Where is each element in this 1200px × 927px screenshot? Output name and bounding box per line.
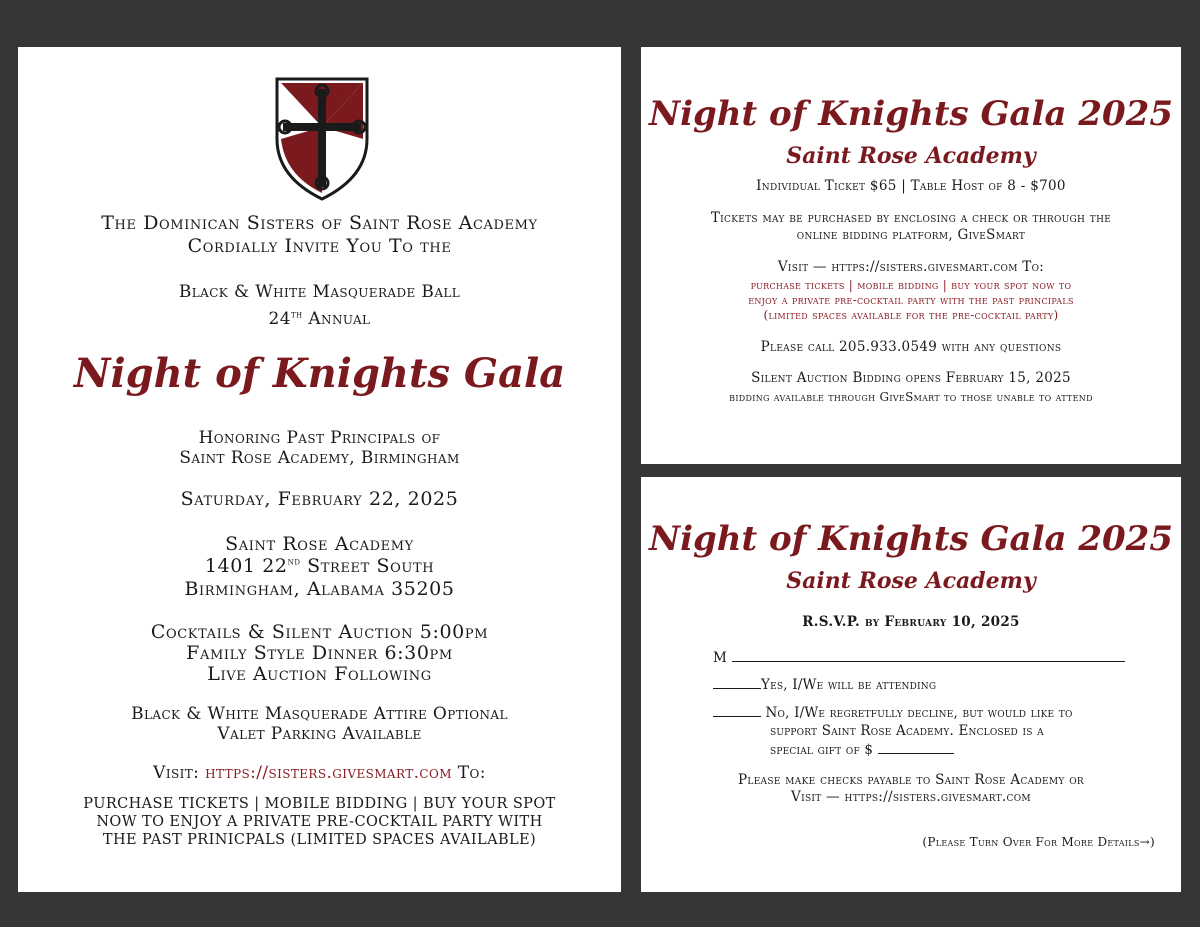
call-line: Please call 205.933.0549 with any questions (760, 339, 1062, 355)
givesmart-link[interactable]: https://sisters.givesmart.com (205, 763, 452, 783)
tickets-info-line-1: Tickets may be purchased by enclosing a check or through the (710, 210, 1112, 226)
rsvp-card (641, 477, 1181, 892)
valet-note: Valet Parking Available (217, 724, 422, 744)
event-date: Saturday, February 22, 2025 (180, 488, 459, 510)
rsvp-card-subtitle: Saint Rose Academy (786, 568, 1036, 594)
ticket-card-subtitle: Saint Rose Academy (786, 143, 1036, 169)
attire-note: Black & White Masquerade Attire Optional (131, 704, 508, 724)
no-option-line-2: support Saint Rose Academy. Enclosed is a (770, 723, 1044, 739)
silent-auction-line: Silent Auction Bidding opens February 15, 2025 (751, 370, 1071, 386)
turn-over-note: (Please Turn Over For More Details→) (922, 835, 1155, 849)
rsvp-deadline: R.S.V.P. by February 10, 2025 (802, 614, 1020, 630)
purchase-line-1: PURCHASE TICKETS | MOBILE BIDDING | BUY YOUR SPOT (83, 796, 556, 812)
purchase-line-2: NOW TO ENJOY A PRIVATE PRE-COCKTAIL PARTY WITH (96, 814, 543, 830)
purchase-line-3: THE PAST PRINICPALS (LIMITED SPACES AVAILABLE) (102, 832, 537, 848)
rsvp-card-title: Night of Knights Gala 2025 (648, 519, 1173, 559)
gift-amount-row: special gift of $ (770, 742, 954, 758)
schedule-cocktails: Cocktails & Silent Auction 5:00pm (150, 621, 489, 643)
schedule-dinner: Family Style Dinner 6:30pm (186, 642, 453, 664)
gala-title: Night of Knights Gala (73, 350, 566, 397)
honoring-line-2: Saint Rose Academy, Birmingham (179, 448, 460, 468)
ticket-card-title: Night of Knights Gala 2025 (648, 94, 1173, 134)
ticket-prices: Individual Ticket $65 | Table Host of 8 - $700 (756, 178, 1066, 194)
gift-amount-field[interactable] (878, 742, 954, 754)
no-checkbox-blank[interactable] (713, 705, 761, 717)
schedule-live-auction: Live Auction Following (207, 663, 432, 685)
ticket-info-card (641, 47, 1181, 464)
honoring-line-1: Honoring Past Principals of (198, 428, 441, 448)
intro-line-2: Cordially Invite You To the (187, 235, 452, 257)
checks-line-2: Visit — https://sisters.givesmart.com (791, 789, 1031, 805)
visit-line: Visit: https://sisters.givesmart.com To: (153, 763, 486, 783)
intro-line-1: The Dominican Sisters of Saint Rose Academy (101, 212, 538, 234)
annual-line: 24th Annual (268, 309, 371, 329)
checks-line-1: Please make checks payable to Saint Rose Academy or (738, 772, 1084, 788)
yes-checkbox-blank[interactable] (713, 677, 761, 689)
red-line-1: purchase tickets | mobile bidding | buy your spot now to (750, 278, 1072, 292)
invitation-card (18, 47, 621, 892)
ball-name: Black & White Masquerade Ball (178, 282, 461, 302)
crest-icon (275, 77, 369, 201)
venue-city: Birmingham, Alabama 35205 (184, 578, 455, 600)
venue-name: Saint Rose Academy (225, 533, 414, 555)
venue-address: 1401 22nd Street South (204, 555, 435, 577)
name-field[interactable] (732, 648, 1125, 662)
red-line-3: (limited spaces available for the pre-cocktail party) (763, 308, 1059, 322)
silent-auction-subline: bidding available through GiveSmart to those unable to attend (729, 390, 1093, 404)
tickets-info-line-2: online bidding platform, GiveSmart (796, 227, 1026, 243)
yes-option-row: Yes, I/We will be attending (713, 677, 936, 693)
ticket-visit-line: Visit — https://sisters.givesmart.com To: (777, 259, 1045, 275)
red-line-2: enjoy a private pre-cocktail party with the past principals (748, 293, 1074, 307)
no-option-row: No, I/We regretfully decline, but would like to (713, 705, 1073, 721)
name-field-row: M (713, 648, 1125, 666)
